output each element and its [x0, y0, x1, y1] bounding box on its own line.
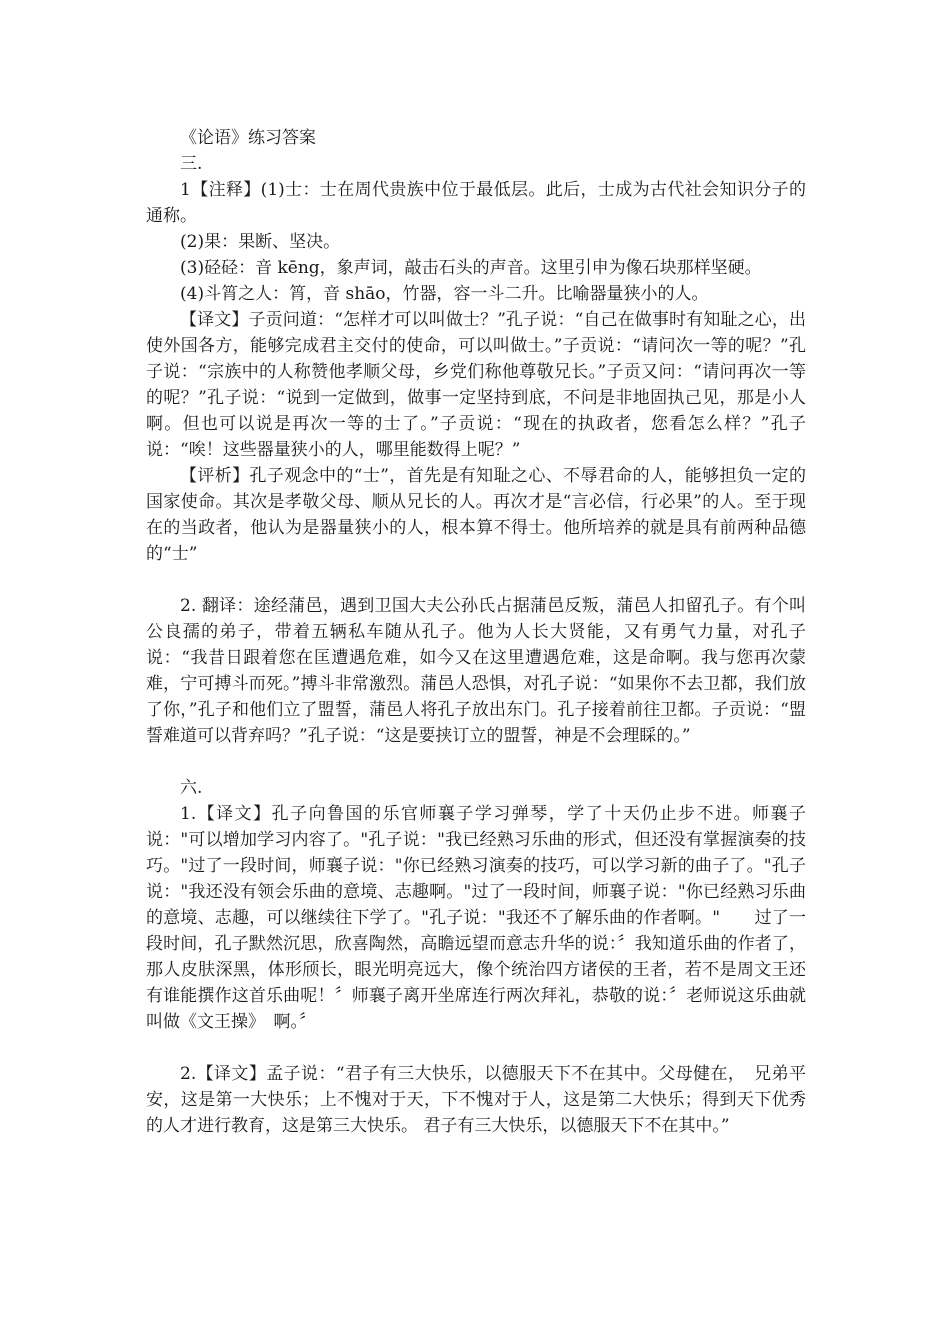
six-translation-paragraph-1: 1.【译文】孔子向鲁国的乐官师襄子学习弹琴，学了十天仍止步不进。师襄子说："可以增加学习内容了。"孔子说："我已经熟习乐曲的形式，但还没有掌握演奏的技巧。"过了一段时间，师襄子说："你已经熟习演奏的技巧，可以学习新的曲子了。"孔子说："我还没有领会乐曲的意境、志趣啊。"过了一段时间，师襄子说："你已经熟习乐曲的意境、志趣，可以继续往下学了。"孔子说："我还不了解乐曲的作者啊。" 过了一段时间，孔子默然沉思，欣喜陶然，高瞻远望而意志升华的说：〞我知道乐曲的作者了，那人皮肤深黑，体形颀长，眼光明亮远大，像个统治四方诸侯的王者，若不是周文王还有谁能撰作这首乐曲呢！〞师襄子离开坐席连行两次拜礼，恭敬的说：〞老师说这乐曲就叫做《文王操》 啊。〞	[146, 804, 806, 1032]
analysis-paragraph: 【评析】孔子观念中的“士”，首先是有知耻之心、不辱君命的人，能够担负一定的国家使命。其次是孝敬父母、顺从兄长的人。再次才是“言必信，行必果”的人。至于现在的当政者，他认为是器量狭小的人，根本算不得士。他所培养的就是具有前两种品德的“士”	[146, 466, 806, 564]
translation-paragraph-2: 2. 翻译：途经蒲邑，遇到卫国大夫公孙氏占据蒲邑反叛，蒲邑人扣留孔子。有个叫公良孺的弟子，带着五辆私车随从孔子。他为人长大贤能，又有勇气力量，对孔子说：“我昔日跟着您在匡遭遇危难，如今又在这里遭遇危难，这是命啊。我与您再次蒙难，宁可搏斗而死。”搏斗非常激烈。蒲邑人恐惧，对孔子说：“如果你不去卫都，我们放了你，”孔子和他们立了盟誓，蒲邑人将孔子放出东门。孔子接着前往卫都。子贡说：“盟誓难道可以背弃吗？”孔子说：“这是要挟订立的盟誓，神是不会理睬的。”	[146, 596, 806, 746]
note-paragraph-1: 1【注释】(1)士：士在周代贵族中位于最低层。此后，士成为古代社会知识分子的通称。	[146, 180, 806, 226]
section-heading-six: 六.	[180, 778, 203, 798]
paragraph-spacer	[146, 749, 806, 775]
document-title: 《论语》练习答案	[180, 128, 316, 148]
six-translation-paragraph-2: 2.【译文】孟子说：“君子有三大快乐，以德服天下不在其中。父母健在， 兄弟平安，这是第一大快乐；上不愧对于天，下不愧对于人，这是第二大快乐；得到天下优秀的人才进行教育，这是第三大快乐。 君子有三大快乐，以德服天下不在其中。”	[146, 1064, 806, 1136]
section-heading-three: 三.	[180, 154, 203, 174]
paragraph-spacer	[146, 567, 806, 593]
document-page	[146, 125, 806, 1139]
note-paragraph-2: (2)果：果断、坚决。	[180, 232, 341, 252]
note-paragraph-3: (3)硁硁：音 kēng，象声词，敲击石头的声音。这里引申为像石块那样坚硬。	[180, 258, 762, 278]
note-paragraph-4: (4)斗筲之人：筲，音 shāo，竹器，容一斗二升。比喻器量狭小的人。	[180, 284, 709, 304]
paragraph-spacer	[146, 1035, 806, 1061]
translation-paragraph: 【译文】子贡问道：“怎样才可以叫做士？”孔子说：“自己在做事时有知耻之心，出使外国各方，能够完成君主交付的使命，可以叫做士。”子贡说：“请问次一等的呢？”孔子说：“宗族中的人称赞他孝顺父母，乡党们称他尊敬兄长。”子贡又问：“请问再次一等的呢？”孔子说：“说到一定做到，做事一定坚持到底，不问是非地固执己见，那是小人啊。但也可以说是再次一等的士了。”子贡说：“现在的执政者，您看怎么样？”孔子说：“唉！这些器量狭小的人，哪里能数得上呢？”	[146, 310, 806, 460]
